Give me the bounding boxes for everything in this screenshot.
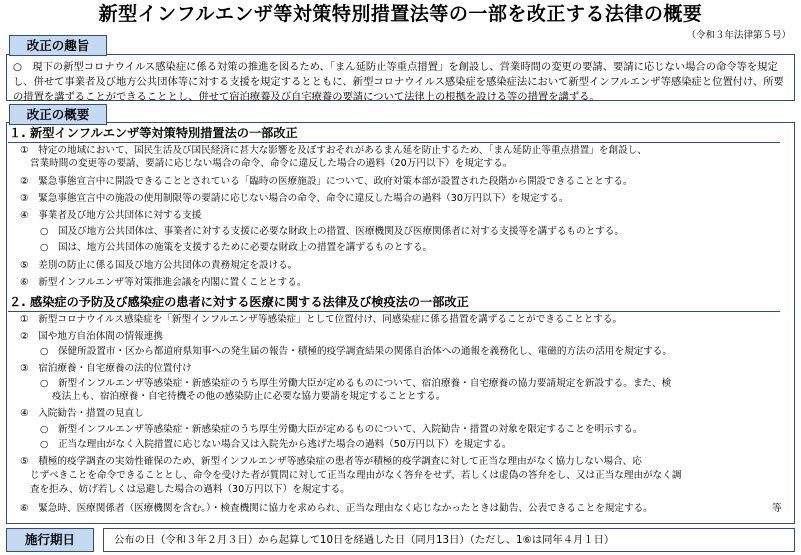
section1-divider [8,142,780,143]
effective-date-label: 施行期日 [6,528,94,552]
s2-etc: 等 [772,503,782,514]
s1-line-5: ④ 事業者及び地方公共団体に対する支援 [20,210,202,221]
s2-line-9: ○ 正当な理由がなく入院措置に応じない場合又は入院先から逃げた場合の過料（50万円以下）を規定する。 [40,439,512,450]
s1-line-9: ⑥ 新型インフルエンザ等対策推進会議を内閣に置くこととする。 [20,277,307,288]
s1-line-1: ① 特定の地域において、国民生活及び国民経済に甚大な影響を及ぼすおそれがあるまん延を防止するため、「まん延防止等重点措置」を創設し、 [20,145,647,156]
section2-heading: ２. 感染症の予防及び感染症の患者に対する医療に関する法律及び検疫法の一部改正 [9,295,469,309]
law-number: （令和３年法律第５号） [686,30,791,41]
s1-line-2: 営業時間の変更等の要請、要請に応じない場合の命令、命令に違反した場合の過料（20万円以下）を規定する。 [30,158,513,169]
s2-line-6: 疫法上も、宿泊療養・自宅待機その他の感染防止に必要な協力要請を規定することとする。 [52,391,446,402]
s2-line-7: ④ 入院勧告・措置の見直し [20,408,144,419]
s1-line-8: ⑤ 差別の防止に係る国及び地方公共団体の責務規定を設ける。 [20,260,298,271]
overview-label: 改正の概要 [9,104,107,125]
s2-line-8: ○ 新型インフルエンザ等感染症・新感染症のうち厚生労働大臣が定めるものについて、入院勧告・措置の対象を限定することを明示する。 [40,424,643,435]
section2-divider [8,311,780,312]
s2-line-13: ⑥ 緊急時、医療関係者（医療機関を含む。）・検査機関に協力を求められ、正当な理由なく応じなかったときは勧告、公表できることを規定する。 [20,503,653,514]
s2-line-5: ○ 新型インフルエンザ等感染症・新感染症のうち厚生労働大臣が定めるものについて、宿泊療養・自宅療養の協力要請規定を新設する。また、検 [40,378,672,389]
document-title: 新型インフルエンザ等対策特別措置法等の一部を改正する法律の概要 [98,3,703,25]
purpose-label: 改正の趣旨 [9,35,107,56]
s1-line-3: ② 緊急事態宣言中に開設できることとされている「臨時の医療施設」について、政府対策本部が設置された段階から開設できることとする。 [20,176,633,187]
s1-line-4: ③ 緊急事態宣言中の施設の使用制限等の要請に応じない場合の命令、命令に違反した場合の過料（30万円以下）を規定する。 [20,193,569,204]
s1-line-7: ○ 国は、地方公共団体の施策を支援するために必要な財政上の措置を講ずるものとする。 [40,242,433,253]
section1-heading: １. 新型インフルエンザ等対策特別措置法の一部改正 [9,126,298,140]
s2-line-10: ⑤ 積極的疫学調査の実効性確保のため、新型インフルエンザ等感染症の患者等が積極的疫学調査に対して正当な理由がなく協力しない場合、応 [20,456,642,467]
s2-line-11: じずべきことを命令できることとし、命令を受けた者が質問に対して正当な理由がなく答弁をせず、若しくは虚偽の答弁をし、又は正当な理由がなく調 [30,470,682,481]
s2-line-4: ③ 宿泊療養・自宅療養の法的位置付け [20,363,192,374]
s2-line-3: ○ 保健所設置市・区から都道府県知事への発生届の報告・積極的疫学調査結果の関係自治体への通報を義務化し、電磁的方法の活用を規定する。 [40,346,672,357]
purpose-box [6,54,795,101]
s1-line-6: ○ 国及び地方公共団体は、事業者に対する支援に必要な財政上の措置、医療機関及び医療関係者に対する支援等を講ずるものとする。 [40,226,624,237]
s2-line-2: ② 国や地方自治体間の情報連携 [20,331,163,342]
effective-date-text: 公布の日（令和３年２月３日）から起算して10日を経過した日（同月13日）（ただし、1⑥は同年４月１日） [103,528,795,552]
purpose-text: ○ 現下の新型コロナウイルス感染症に係る対策の推進を図るため、「まん延防止等重点措置」を創設し、営業時間の変更の要請、要請に応じない場合の命令等を規定し、併せて事業者及び地方公共団体等に対する支援を規定するとともに、新型コロナウイルス感染症を感染症法において新型インフルエンザ等感染症と位置付け、所要の措置を講ずることができることとし、併せて宿泊療養及び自宅療養の要請について法律上の根拠を設ける等の措置を講ずる。 [13,61,784,103]
s2-line-1: ① 新型コロナウイルス感染症を「新型インフルエンザ等感染症」として位置付け、同感染症に係る措置を講ずることができることとする。 [20,314,623,325]
s2-line-12: 査を拒み、妨げ若しくは忌避した場合の過料（30万円以下）を規定する。 [30,484,350,495]
